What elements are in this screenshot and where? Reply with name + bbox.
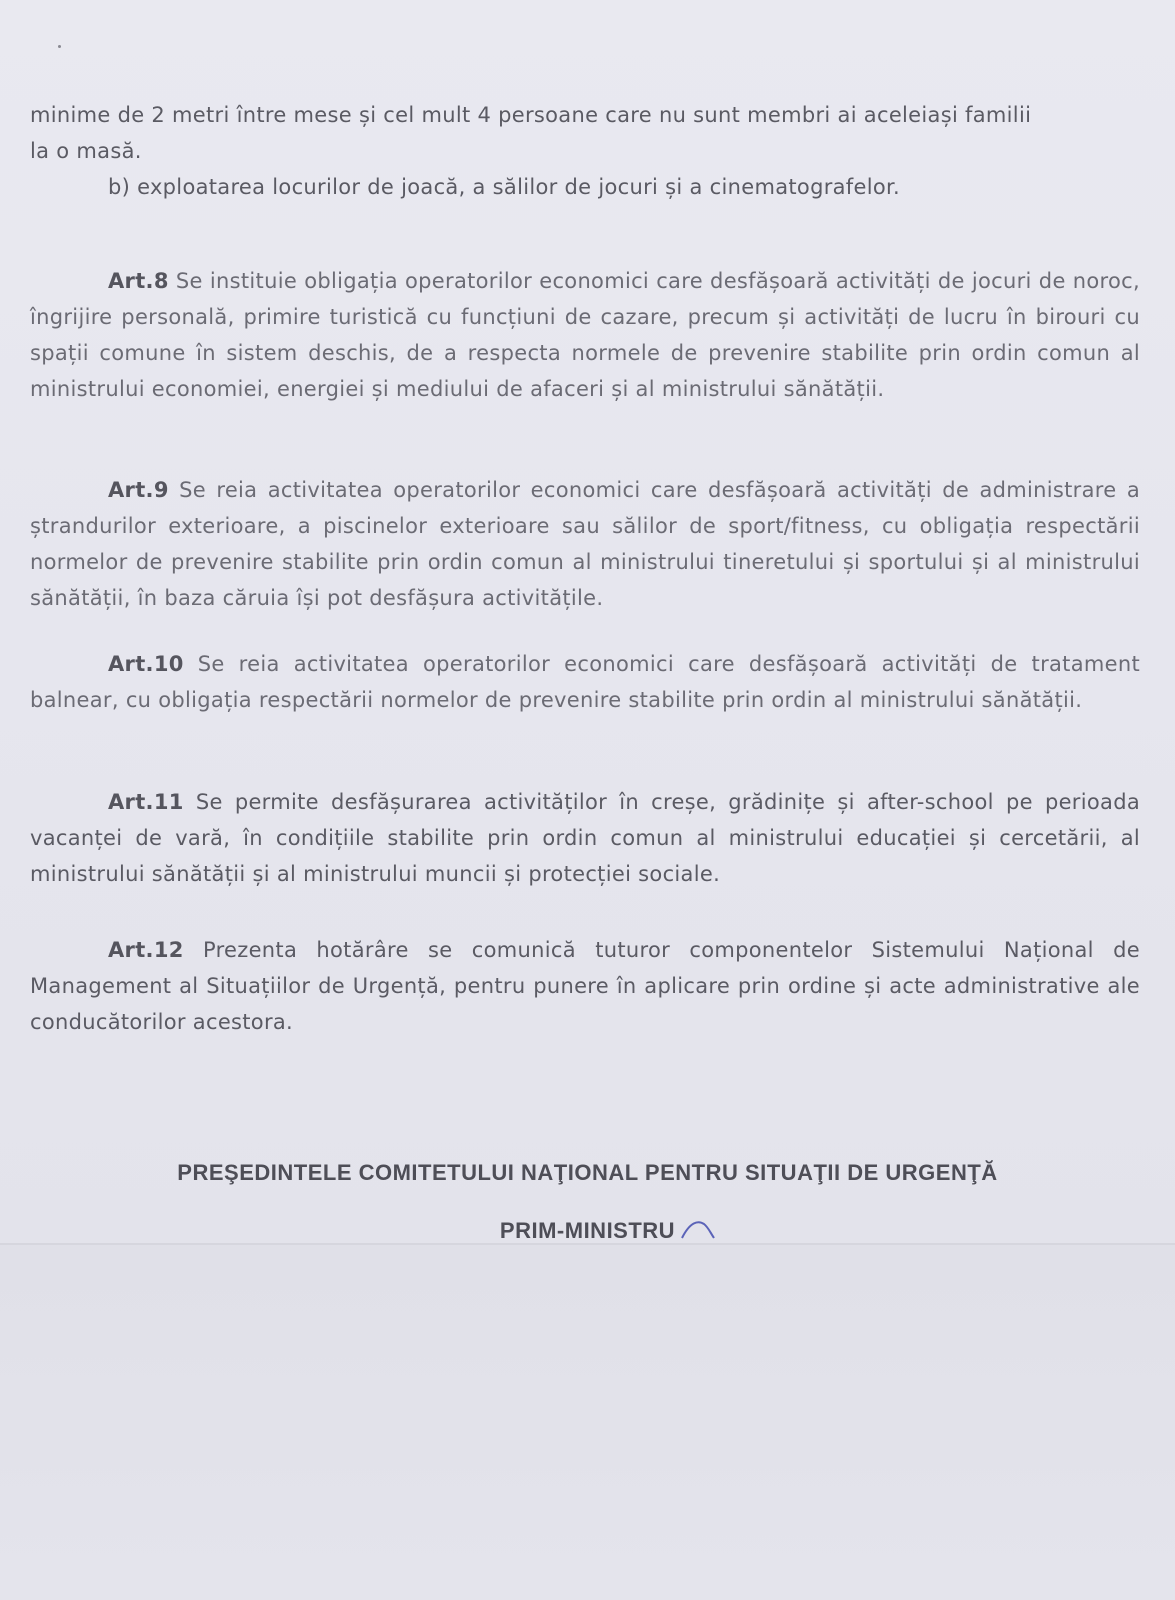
article-9	[30, 472, 1140, 616]
article-12-label: Art.12	[108, 938, 184, 962]
surface-below-page	[0, 1245, 1175, 1600]
article-10-text: Se reia activitatea operatorilor economici care desfășoară activități de tratament balnear, cu obligația respectării normelor de prevenire stabilite prin ordin al ministrului sănătății.	[30, 652, 1140, 712]
article-11	[30, 784, 1140, 892]
signature-title: PREŞEDINTELE COMITETULUI NAŢIONAL PENTRU SITUAŢII DE URGENŢĂ	[177, 1160, 998, 1185]
list-item-b: b) exploatarea locurilor de joacă, a sălilor de jocuri și a cinematografelor.	[108, 175, 900, 199]
article-11-label: Art.11	[108, 790, 184, 814]
intro-line-1: minime de 2 metri între mese și cel mult 4 persoane care nu sunt membri ai aceleiași familii	[30, 103, 1032, 127]
article-8-text: Se instituie obligația operatorilor economici care desfășoară activități de jocuri de noroc, îngrijire personală, primire turistică cu funcțiuni de cazare, precum și activități de lucru în birouri cu spații comune în sistem deschis, de a respecta normele de prevenire stabilite prin ordin comun al ministrului economiei, energiei și mediului de afaceri și al ministrului sănătății.	[30, 269, 1141, 401]
article-10	[30, 646, 1140, 718]
article-9-text: Se reia activitatea operatorilor economici care desfășoară activități de administrare a ștrandurilor exterioare, a piscinelor exterioare sau sălilor de sport/fitness, cu obligația respectării normelor de prevenire stabilite prin ordin comun al ministrului tineretului și sportului și al ministrului sănătății, în baza căruia își pot desfășura activitățile.	[30, 478, 1140, 610]
article-10-label: Art.10	[108, 652, 184, 676]
article-11-text: Se permite desfășurarea activităților în creșe, grădinițe și after-school pe perioada vacanței de vară, în condițiile stabilite prin ordin comun al ministrului educației și cercetării, al ministrului sănătății și al ministrului muncii și protecției sociale.	[30, 790, 1140, 886]
article-12	[30, 932, 1140, 1040]
article-8	[30, 263, 1140, 407]
paper-speck	[58, 45, 61, 48]
article-8-label: Art.8	[108, 269, 169, 293]
intro-paragraph	[30, 97, 1140, 205]
handwritten-signature-mark	[680, 1218, 716, 1242]
intro-line-2: la o masă.	[30, 139, 142, 163]
article-12-text: Prezenta hotărâre se comunică tuturor componentelor Sistemului Național de Management al Situațiilor de Urgență, pentru punere în aplicare prin ordine și acte administrative ale conducătorilor acestora.	[30, 938, 1140, 1034]
signature-subtitle: PRIM-MINISTRU	[499, 1218, 676, 1243]
article-9-label: Art.9	[108, 478, 169, 502]
